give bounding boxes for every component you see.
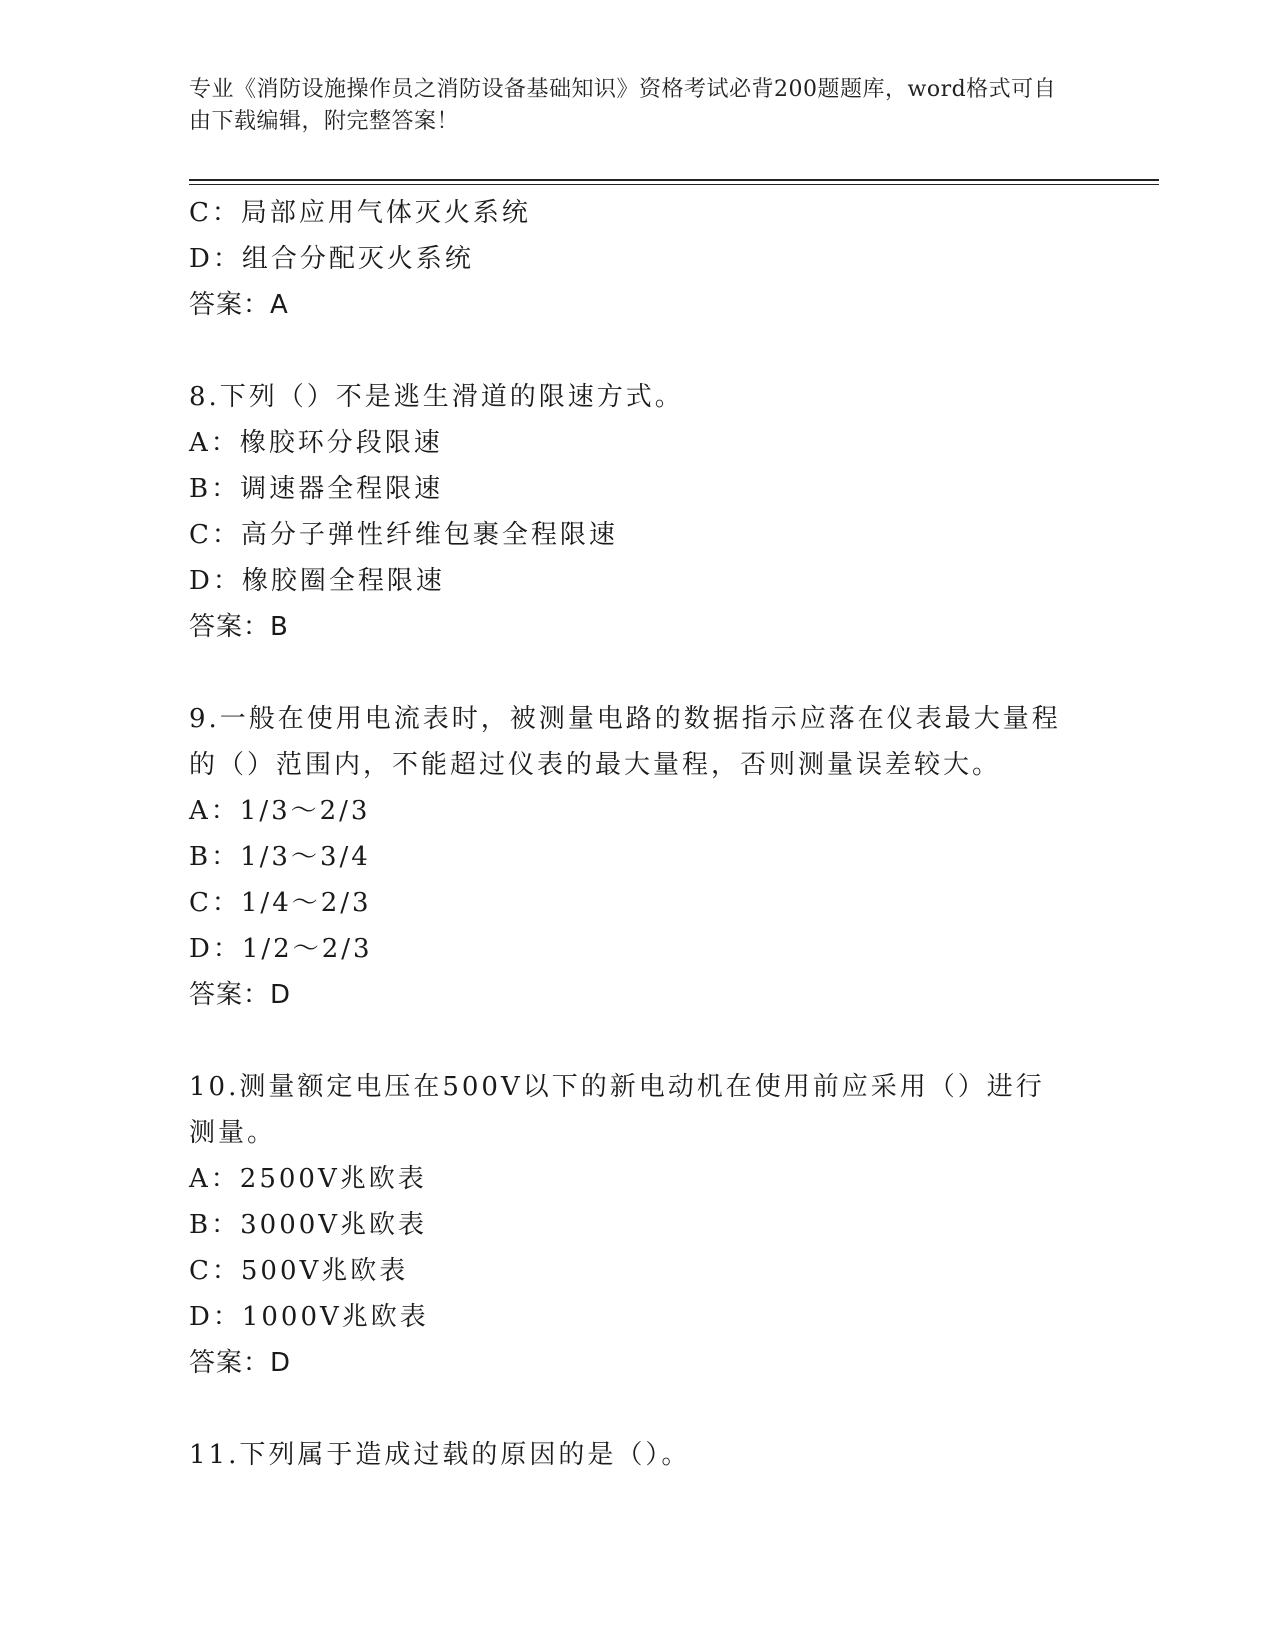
option-d: D：组合分配灭火系统 [189,244,474,274]
header-rule-thin [189,184,1159,185]
spacer [189,1018,1069,1064]
document-header: 专业《消防设施操作员之消防设备基础知识》资格考试必背200题题库，word格式可自由下载编辑，附完整答案！ [189,77,1057,134]
option-b: B：1/3～3/4 [189,842,371,872]
option-c: C：局部应用气体灭火系统 [189,198,531,228]
option-a: A：2500V兆欧表 [189,1164,427,1194]
option-a: A：1/3～2/3 [189,796,371,826]
spacer [189,1386,1069,1432]
option-c: C：高分子弹性纤维包裹全程限速 [189,520,618,550]
spacer [189,328,1069,374]
option-b: B：调速器全程限速 [189,474,444,504]
option-d: D：1/2～2/3 [189,934,373,964]
question-9-stem: 9.一般在使用电流表时，被测量电路的数据指示应落在仪表最大量程的（）范围内，不能超过仪表的最大量程，否则测量误差较大。 [189,704,1061,780]
question-8-stem: 8.下列（）不是逃生滑道的限速方式。 [189,382,684,412]
header-rule-thick [189,179,1159,181]
question-10-stem: 10.测量额定电压在500V以下的新电动机在使用前应采用（）进行测量。 [189,1072,1045,1148]
answer-line: 答案：D [189,1348,292,1378]
spacer [189,650,1069,696]
question-11-stem: 11.下列属于造成过载的原因的是（）。 [189,1440,691,1470]
option-d: D：橡胶圈全程限速 [189,566,445,596]
answer-line: 答案：B [189,612,289,642]
question-list [189,190,1069,1478]
option-d: D：1000V兆欧表 [189,1302,429,1332]
answer-line: 答案：D [189,980,292,1010]
answer-line: 答案：A [189,290,289,320]
option-a: A：橡胶环分段限速 [189,428,443,458]
option-c: C：500V兆欧表 [189,1256,409,1286]
option-b: B：3000V兆欧表 [189,1210,428,1240]
option-c: C：1/4～2/3 [189,888,372,918]
